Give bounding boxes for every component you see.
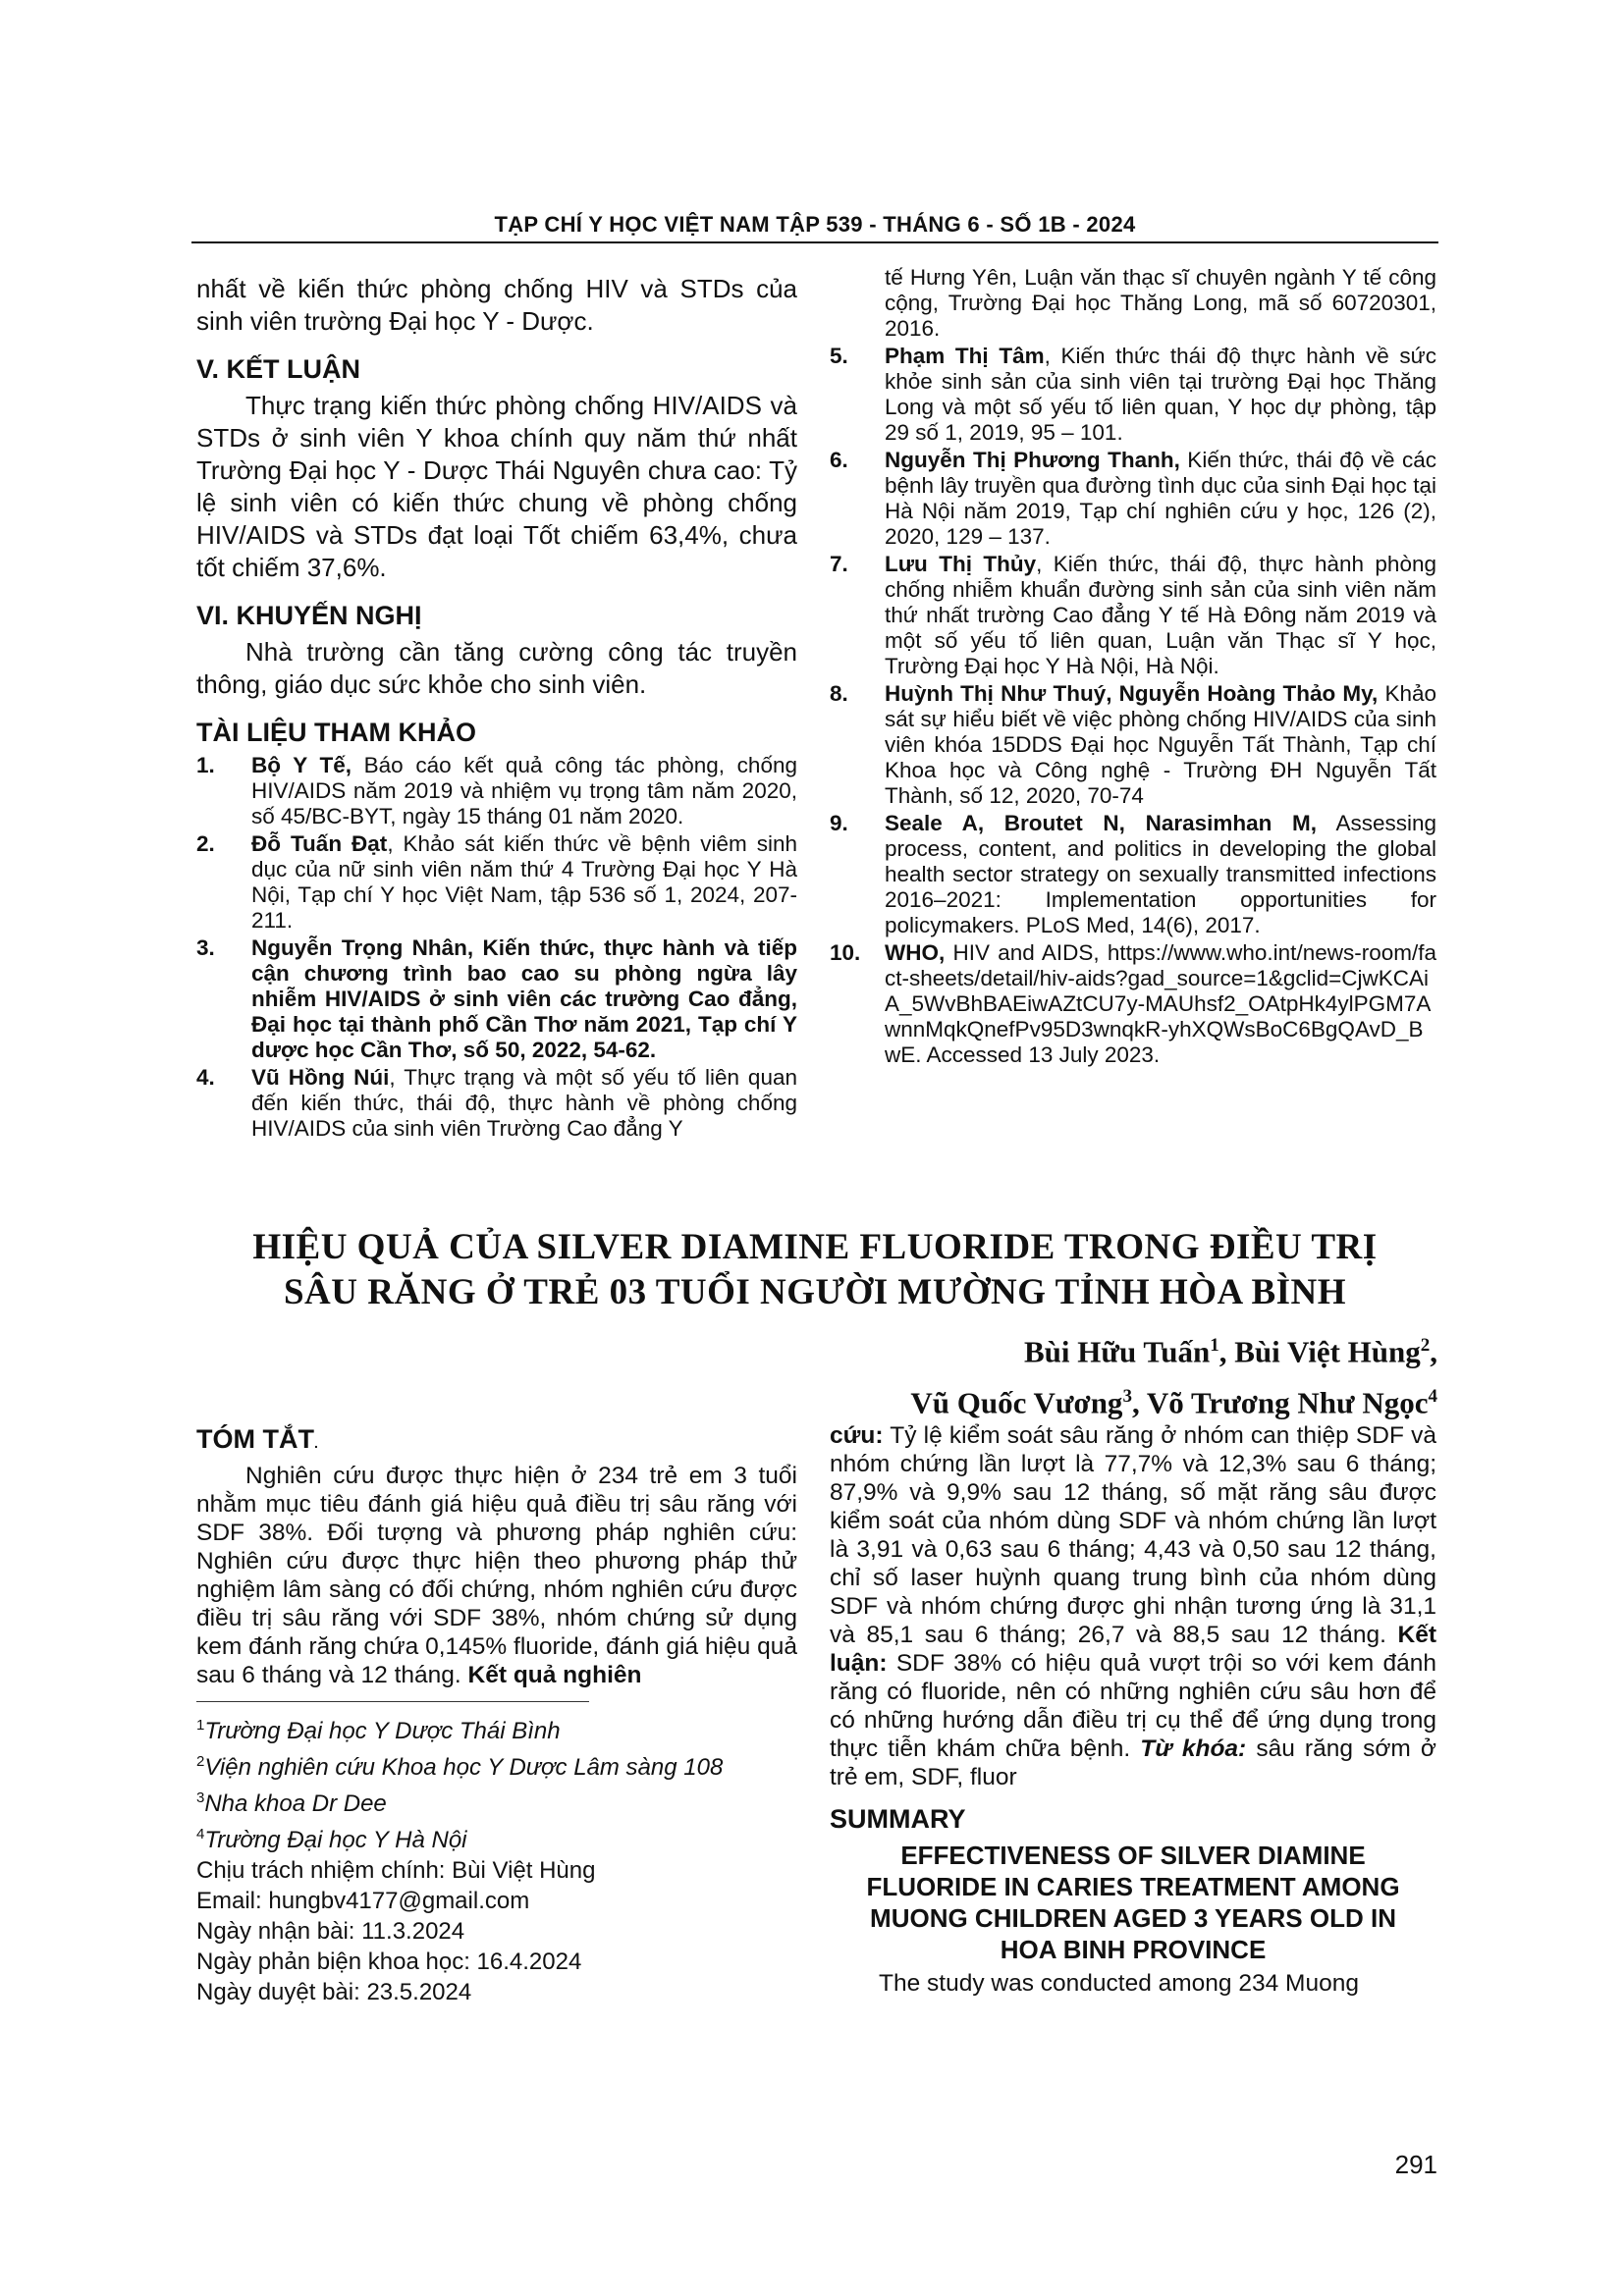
reference-number: 6. <box>830 448 848 472</box>
summary-title: EFFECTIVENESS OF SILVER DIAMINE FLUORIDE IN CARIES TREATMENT AMONG MUONG CHILDREN AGED 3 YEARS OLD IN HOA BINH PROVINCE <box>866 1841 1400 1964</box>
left-column <box>196 273 797 1144</box>
keywords-text: sâu răng sớm ở trẻ em, SDF, fluor <box>830 1735 1436 1790</box>
reference-number: 9. <box>830 811 848 835</box>
reference-item <box>830 681 1436 809</box>
page-number: 291 <box>1394 2150 1437 2179</box>
reference-number: 2. <box>196 831 215 856</box>
reference-number: 5. <box>830 344 848 368</box>
article-title-line-1: HIỆU QUẢ CỦA SILVER DIAMINE FLUORIDE TRONG ĐIỀU TRỊ <box>252 1227 1378 1267</box>
right-column <box>830 265 1436 1070</box>
reference-item-continued <box>830 265 1436 342</box>
author-line-1 <box>910 1323 1437 1374</box>
reference-text: , Khảo sát kiến thức về bệnh viêm sinh dục của nữ sinh viên năm thứ 4 Trường Đại học Y Hà Nội, Tạp chí Y học Việt Nam, tập 536 số 1, 2024, 207-211. <box>251 831 797 933</box>
reference-text: Kiến thức, thái độ về các bệnh lây truyền qua đường tình dục của sinh Đại học tại Hà Nội năm 2019, Tạp chí nghiên cứu y học, 126 (2), 2020, 129 – 137. <box>885 448 1436 549</box>
affiliation-2 <box>196 1746 797 1783</box>
abstract-text: Nghiên cứu được thực hiện ở 234 trẻ em 3 tuổi nhằm mục tiêu đánh giá hiệu quả điều trị sâu răng với SDF 38%. Đối tượng và phương pháp nghiên cứu: Nghiên cứu được thực hiện theo phương pháp thử nghiệm lâm sàng có đối chứng, nhóm nghiên cứu được điều trị sâu răng với SDF 38%, nhóm chứng sử dụng kem đánh răng chứa 0,145% fluoride, đánh giá hiệu quả sau 6 tháng và 12 tháng. <box>196 1463 797 1688</box>
author-affiliation-mark: 1 <box>1210 1335 1219 1356</box>
reference-item <box>196 831 797 934</box>
abstract-paragraph-continued <box>830 1421 1436 1791</box>
reference-author: Nguyễn Thị Phương Thanh, <box>885 448 1180 472</box>
affiliation-text: Viện nghiên cứu Khoa học Y Dược Lâm sàng 108 <box>204 1754 724 1781</box>
reference-text: Khảo sát sự hiểu biết về việc phòng chống HIV/AIDS của sinh viên khóa 15DDS Đại học Nguyễn Tất Thành, Tạp chí Khoa học và Công nghệ - Trường ĐH Nguyễn Tất Thành, số 12, 2020, 70-74 <box>885 681 1436 808</box>
reference-item <box>196 935 797 1063</box>
abstract-heading-text: TÓM TẮT <box>196 1424 314 1454</box>
abstract-right <box>830 1421 1436 1998</box>
references-heading: TÀI LIỆU THAM KHẢO <box>196 718 476 747</box>
responsible-author: Chịu trách nhiệm chính: Bùi Việt Hùng <box>196 1857 596 1884</box>
reference-text: , Kiến thức thái độ thực hành về sức khỏe sinh sản của sinh viên tại trường Đại học Thăng Long và một số yếu tố liên quan, Y học dự phòng, tập 29 số 1, 2019, 95 – 101. <box>885 344 1436 445</box>
author-separator: , <box>1218 1334 1235 1369</box>
results-label: cứu: <box>830 1422 884 1449</box>
reference-item <box>196 753 797 829</box>
conclusion-heading: V. KẾT LUẬN <box>196 354 361 384</box>
date-reviewed: Ngày phản biện khoa học: 16.4.2024 <box>196 1949 582 1975</box>
keywords-label: Từ khóa: <box>1140 1735 1247 1762</box>
affiliation-mark: 3 <box>196 1789 205 1806</box>
reference-text: Assessing process, content, and politics in developing the global health sector strategy on sexually transmitted infections 2016–2021: Implementation opportunities for policymakers. PLoS Med, 14(6), 2017. <box>885 811 1436 937</box>
abstract-left <box>196 1425 797 1689</box>
reference-text: tế Hưng Yên, Luận văn thạc sĩ chuyên ngành Y tế công cộng, Trường Đại học Thăng Long, mã số 60720301, 2016. <box>885 265 1436 341</box>
reference-author: Lưu Thị Thủy <box>885 552 1037 576</box>
reference-author: Nguyễn Trọng Nhân, Kiến thức, thực hành và tiếp cận chương trình bao cao su phòng ngừa lây nhiễm HIV/AIDS ở sinh viên các trường Cao đẳng, Đại học tại thành phố Cần Thơ năm 2021, Tạp chí Y dược học Cần Thơ, số 50, 2022, 54-62. <box>251 935 797 1062</box>
author-separator: , <box>1430 1334 1437 1369</box>
reference-item <box>196 1065 797 1142</box>
conclusion-paragraph: Thực trạng kiến thức phòng chống HIV/AIDS và STDs ở sinh viên Y khoa chính quy năm thứ nhất Trường Đại học Y - Dược Thái Nguyên chưa cao: Tỷ lệ sinh viên có kiến thức chung về phòng chống HIV/AIDS và STDs đạt loại Tốt chiếm 63,4%, chưa tốt chiếm 37,6%. <box>196 391 797 582</box>
reference-author: Bộ Y Tế, <box>251 753 352 777</box>
affiliation-4 <box>196 1819 797 1855</box>
reference-item <box>830 448 1436 550</box>
journal-header: TẠP CHÍ Y HỌC VIỆT NAM TẬP 539 - THÁNG 6 - SỐ 1B - 2024 <box>494 212 1136 237</box>
reference-item <box>830 552 1436 679</box>
author-line-2 <box>910 1374 1437 1425</box>
author-list <box>910 1323 1437 1426</box>
affiliation-text: Trường Đại học Y Hà Nội <box>204 1827 467 1853</box>
abstract-heading <box>196 1425 797 1458</box>
abstract-heading-mark: . <box>313 1435 318 1451</box>
reference-author: Seale A, Broutet N, Narasimhan M, <box>885 811 1318 835</box>
affiliation-text: Nha khoa Dr Dee <box>204 1790 387 1817</box>
reference-text: HIV and AIDS, https://www.who.int/news-room/fact-sheets/detail/hiv-aids?gad_source=1&gclid=CjwKCAiA_5WvBhBAEiwAZtCU7y-MAUhsf2_OAtpHk4ylPGM7AwnnMqkQnefPv95D3wnqkR-yhXQWsBoC6BgQAvD_BwE. Accessed 13 July 2023. <box>885 940 1436 1067</box>
reference-list-right <box>830 265 1436 1068</box>
reference-item <box>830 344 1436 446</box>
article-title-line-2: SÂU RĂNG Ở TRẺ 03 TUỔI NGƯỜI MƯỜNG TỈNH HÒA BÌNH <box>283 1272 1347 1312</box>
header-rule <box>191 241 1438 243</box>
author-name: Vũ Quốc Vương <box>910 1385 1123 1420</box>
affiliation-mark: 1 <box>196 1717 205 1734</box>
reference-text: , Thực trạng và một số yếu tố liên quan đến kiến thức, thái độ, thực hành về phòng chống HIV/AIDS của sinh viên Trường Cao đẳng Y <box>251 1065 797 1141</box>
abstract-conclusion-text: SDF 38% có hiệu quả vượt trội so với kem đánh răng có fluoride, nên có những nghiên cứu sâu hơn để có những hướng dẫn điều trị cụ thể để ứng dụng trong thực tiễn khám chữa bệnh. <box>830 1650 1436 1762</box>
author-name: Bùi Việt Hùng <box>1234 1334 1421 1369</box>
abstract-results-text: Tỷ lệ kiểm soát sâu răng ở nhóm can thiệp SDF và nhóm chứng lần lượt là 77,7% và 12,3% sau 6 tháng; 87,9% và 9,9% sau 12 tháng, số mặt răng sâu được kiểm soát của nhóm dùng SDF và nhóm chứng lần lượt là 3,91 và 0,63 sau 6 tháng; 4,43 và 0,50 sau 12 tháng, chỉ số laser huỳnh quang trung bình của nhóm dùng SDF và nhóm chứng được ghi nhận tương ứng là 31,1 và 85,1 sau 6 tháng; 26,7 và 88,5 sau 12 tháng. <box>830 1422 1436 1648</box>
reference-author: WHO, <box>885 940 946 965</box>
reference-number: 7. <box>830 552 848 576</box>
reference-author: Đỗ Tuấn Đạt <box>251 831 388 856</box>
affiliation-3 <box>196 1783 797 1819</box>
reference-item <box>830 811 1436 938</box>
reference-item <box>830 940 1436 1068</box>
date-received: Ngày nhận bài: 11.3.2024 <box>196 1918 465 1945</box>
footnote-rule <box>196 1701 589 1702</box>
contact-email: Email: hungbv4177@gmail.com <box>196 1888 530 1914</box>
summary-paragraph: The study was conducted among 234 Muong <box>879 1970 1359 1997</box>
affiliation-1 <box>196 1710 797 1746</box>
intro-paragraph: nhất về kiến thức phòng chống HIV và STDs của sinh viên trường Đại học Y - Dược. <box>196 274 797 336</box>
reference-text: Báo cáo kết quả công tác phòng, chống HIV/AIDS năm 2019 và nhiệm vụ trọng tâm năm 2020, số 45/BC-BYT, ngày 15 tháng 01 năm 2020. <box>251 753 797 828</box>
reference-list-left <box>196 753 797 1142</box>
recommendation-paragraph: Nhà trường cần tăng cường công tác truyền thông, giáo dục sức khỏe cho sinh viên. <box>196 637 797 699</box>
footnotes <box>196 1710 797 2007</box>
author-name: Bùi Hữu Tuấn <box>1024 1334 1211 1369</box>
conclusion-label: Kết luận: <box>830 1622 1436 1677</box>
reference-author: Vũ Hồng Núi <box>251 1065 390 1090</box>
reference-text: , Kiến thức, thái độ, thực hành phòng chống nhiễm khuẩn đường sinh sản của sinh viên năm thứ nhất trường Cao đẳng Y tế Hà Đông năm 2019 và một số yếu tố liên quan, Luận văn Thạc sĩ Y học, Trường Đại học Y Hà Nội, Hà Nội. <box>885 552 1436 678</box>
affiliation-text: Trường Đại học Y Dược Thái Bình <box>204 1718 561 1744</box>
summary-heading: SUMMARY <box>830 1804 966 1834</box>
reference-number: 10. <box>830 940 861 965</box>
reference-number: 3. <box>196 935 215 960</box>
reference-author: Phạm Thị Tâm <box>885 344 1045 368</box>
reference-number: 8. <box>830 681 848 706</box>
author-name: Võ Trương Như Ngọc <box>1146 1385 1429 1420</box>
results-label: Kết quả nghiên <box>467 1662 642 1688</box>
author-affiliation-mark: 4 <box>1428 1386 1437 1408</box>
author-affiliation-mark: 3 <box>1122 1386 1132 1408</box>
affiliation-mark: 4 <box>196 1826 205 1842</box>
author-separator: , <box>1131 1385 1147 1420</box>
abstract-paragraph <box>196 1462 797 1689</box>
affiliation-mark: 2 <box>196 1753 205 1770</box>
recommendation-heading: VI. KHUYẾN NGHỊ <box>196 601 422 630</box>
date-accepted: Ngày duyệt bài: 23.5.2024 <box>196 1979 472 2005</box>
reference-number: 4. <box>196 1065 215 1090</box>
reference-author: Huỳnh Thị Như Thuý, Nguyễn Hoàng Thảo My, <box>885 681 1379 706</box>
reference-number: 1. <box>196 753 215 777</box>
author-affiliation-mark: 2 <box>1420 1335 1431 1356</box>
article-title <box>191 1225 1438 1315</box>
